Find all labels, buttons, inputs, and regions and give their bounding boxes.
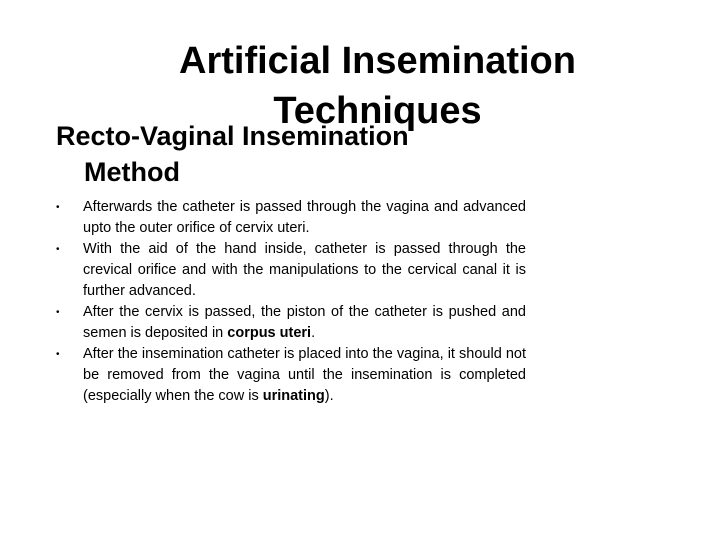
bullet-bold-term: urinating xyxy=(262,388,325,404)
bullet-dot-icon: • xyxy=(56,244,60,255)
bullet-dot-icon: • xyxy=(56,202,60,213)
bullet-text: With the aid of the hand inside, catheter is passed through the crevical orifice and with the manipulations to the cervical canal it is further advanced. xyxy=(83,241,526,299)
bullet-item xyxy=(56,344,526,407)
subtitle-line-2: Method xyxy=(84,157,180,187)
bullet-text-end: ). xyxy=(324,388,334,404)
bullet-item xyxy=(56,302,526,344)
bullet-item xyxy=(56,197,526,239)
bullet-text: After the cervix is passed, the piston of the catheter is pushed and semen is deposited in xyxy=(83,304,526,341)
bullet-text: After the insemination catheter is placed into the vagina, it should not be removed from the vagina until the insemination is completed (especially when the cow is xyxy=(83,346,526,404)
bullet-bold-term: corpus uteri xyxy=(227,325,312,341)
bullet-dot-icon: • xyxy=(56,307,60,318)
bullet-dot-icon: • xyxy=(56,349,60,360)
bullet-text-end: . xyxy=(311,325,316,341)
slide-title: Artificial Insemination Techniques xyxy=(179,40,576,132)
section-subtitle xyxy=(56,118,476,190)
subtitle-line-1: Recto-Vaginal Insemination xyxy=(56,121,409,151)
bullet-item xyxy=(56,239,526,302)
bullet-text: Afterwards the catheter is passed through the vagina and advanced upto the outer orifice of cervix uteri. xyxy=(83,199,526,236)
bullet-list xyxy=(56,197,526,407)
